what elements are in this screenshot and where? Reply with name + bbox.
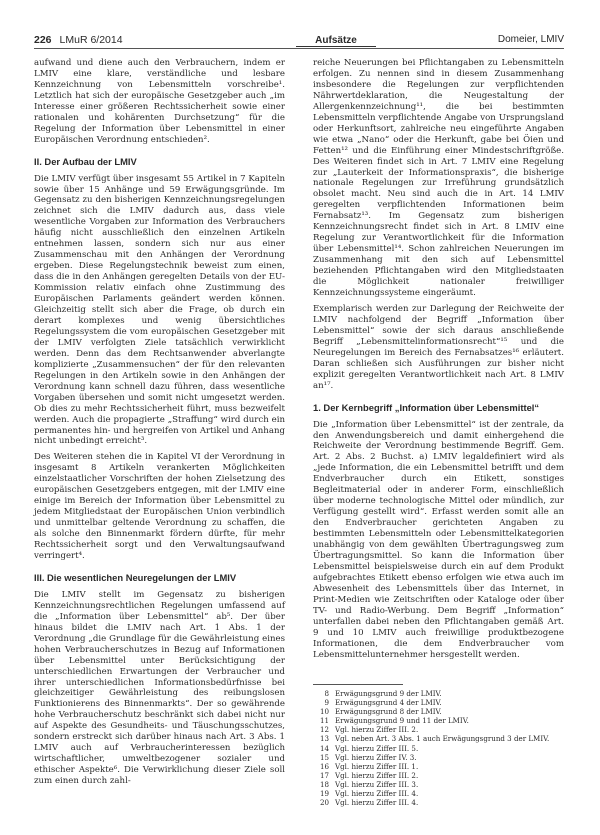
footnote-text: Vgl. hierzu Ziffer III. 2. [335,725,419,735]
journal-issue: LMuR 6/2014 [59,34,123,46]
left-column [34,58,285,787]
footnote-number: 9 [324,698,329,708]
footnote-number: 8 [324,689,329,698]
footnote-text: Vgl. hierzu Ziffer III. 4. [335,789,419,799]
paragraph: Des Weiteren stehen die in Kapitel VI der Verordnung in insgesamt 8 Artikeln verankerten Möglichkeiten einzelstaatlicher Vorschriften der hohen Zielsetzung des europäischen Gesetzgebers entgegen, mit der LMIV eine einige im Bereich der Information über Lebensmittel zu jedem Mitgliedstaat der Europäischen Union verbindlich und unmittelbar geltende Verordnung zu schaffen, die als solche den Binnenmarkt fördern dürfte, für mehr Rechtssicherheit sorgt und den Verwaltungsaufwand verringert⁴. [34,452,285,561]
footnote-rule [313,684,403,685]
footnote [313,789,564,798]
footnote-number: 18 [319,779,329,789]
author-running-head: Domeier, LMIV [497,34,564,45]
footnote-text: Vgl. hierzu Ziffer III. 1. [335,761,419,771]
section-label: Aufsätze [296,35,376,47]
paragraph: Die „Information über Lebensmittel“ ist der zentrale, da den Anwendungsbereich und damit einhergehend die Reichweite der Verordnung bestimmende Begriff. Gem. Art. 2 Abs. 2 Buchst. a) LMIV legaldefiniert wird als „jede Information, die ein Lebensmittel betrifft und dem Endverbraucher durch ein Etikett, sonstiges Begleitmaterial oder in anderer Form, einschließlich über moderne technologische Mittel oder mündlich, zur Verfügung gestellt wird“. Erfasst werden somit alle an den Endverbraucher gerichteten Angaben zu bestimmten Lebensmitteln oder Lebensmittelkategorien unabhängig von dem gewählten Übertragungsweg zum Übertragungsmittel. So kann die Information über Lebensmittel beispielsweise durch ein auf dem Produkt aufgebrachtes Etikett ebenso erfolgen wie etwa auch im Abwesenheit des Lebensmittels über das Internet, in Print-Medien wie Zeitschriften oder Kataloge oder über TV- und Radio-Werbung. Dem Begriff „Information“ unterfallen dabei neben den Pflichtangaben gemäß Art. 9 und 10 LMIV auch freiwillige produktbezogene Informationen, die dem Endverbraucher vom Lebensmittelunternehmer hersgestellt werden. [313,419,564,660]
footnote-number: 20 [319,798,329,808]
footnote [313,798,564,807]
footnote-text: Vgl. hierzu Ziffer III. 4. [335,798,419,808]
header-rule [34,48,564,49]
footnote [313,762,564,771]
footnote-number: 15 [319,752,329,762]
section-heading: II. Der Aufbau der LMIV [34,155,137,167]
footnote [313,698,564,707]
footnote-text: Vgl. hierzu Ziffer IV. 3. [335,752,417,762]
footnotes [313,689,564,807]
footnote [313,716,564,725]
section-heading: III. Die wesentlichen Neuregelungen der LMIV [34,571,237,583]
footnote-text: Erwägungsgrund 8 der LMIV. [335,707,442,717]
footnote [313,707,564,716]
footnote-number: 11 [319,716,329,726]
footnote-number: 17 [319,770,329,780]
paragraph: aufwand und diene auch den Verbrauchern, indem er LMIV eine klare, verständliche und lesbare Kennzeichnung von Lebensmitteln vorschreibe¹. Letztlich hat sich der europäische Gesetzgeber auch „im Interesse einer größeren Rechtssicherheit sowie einer rationalen und kohärenten Durchsetzung“ für die Regelung der Information über Lebensmittel in einer Europäischen Verordnung entschieden². [34,58,285,145]
paragraph: Die LMIV stellt im Gegensatz zu bisherigen Kennzeichnungsrechtlichen Regelungen umfassend auf die „Information über Lebensmittel“ ab⁵. Der über hinaus bildet die LMIV nach Art. 1 Abs. 1 der Verordnung „die Grundlage für die Gewährleistung eines hohen Verbraucherschutzes in Bezug auf Informationen über Lebensmittel unter Berücksichtigung der unterschiedlichen Erwartungen der Verbraucher und ihrer unterschiedlichen Informationsbedürfnisse bei gleichzeitiger Gewährleistung des reibungslosen Funktionierens des Binnenmarkts“. Der so gewährende hohe Verbraucherschutz beschränkt sich dabei nicht nur auf Aspekte des Gesundheits- und Täuschungsschutzes, sondern erstreckt sich darüber hinaus nach Art. 3 Abs. 1 LMIV auch auf Verbraucherinteressen bezüglich wirtschaftlicher, umweltbezogener sozialer und ethischer Aspekte⁶. Die Verwirklichung dieser Ziele soll zum einen durch zahl- [34,589,285,787]
footnote [313,689,564,698]
footnote [313,780,564,789]
footnote-number: 19 [319,789,329,799]
footnote-number: 10 [319,707,329,717]
section-heading: 1. Der Kernbegriff „Information über Lebensmittel“ [313,401,540,413]
footnote-number: 16 [319,761,329,771]
right-column [313,58,564,661]
footnote [313,744,564,753]
footnote-number: 14 [319,743,329,753]
footnote [313,771,564,780]
page-number: 226 [34,34,52,46]
footnote [313,725,564,734]
footnote-text: Erwägungsgrund 9 der LMIV. [335,689,442,698]
paragraph: Exemplarisch werden zur Darlegung der Reichweite der LMIV nachfolgend der Begriff „Information über Lebensmittel“ sowie der sich daraus anschließende Begriff „Lebensmittelinformationsrecht“¹⁵ und die Neuregelungen im Bereich des Fernabsatzes¹⁶ erläutert. Daran schließen sich Ausführungen zur bisher nicht explizit geregelten Verantwortlichkeit nach Art. 8 LMIV an¹⁷. [313,303,564,391]
footnote-text: Vgl. neben Art. 3 Abs. 1 auch Erwägungsgrund 3 der LMIV. [335,734,550,744]
footnote-text: Erwägungsgrund 4 der LMIV. [335,698,442,708]
footnote-text: Vgl. hierzu Ziffer III. 5. [335,743,419,753]
paragraph: reiche Neuerungen bei Pflichtangaben zu Lebensmitteln erfolgen. Zu nennen sind in diesem Zusammenhang insbesondere die Regelungen zur verpflichtenden Nährwertdeklaration, die Neugestaltung der Allergenkennzeichnung¹¹, die bei bestimmten Lebensmitteln verpflichtende Angabe von Ursprungsland oder Herkunftsort, zahlreiche neu eingeführte Angaben wie etwa „Nano“ oder die Herkunft, gabe bei Öien und Fetten¹² und die Einführung einer Mindestschriftgröße. Des Weiteren findet sich in Art. 7 LMIV eine Regelung zur „Lauterkeit der Informationspraxis“, die bisherige nationale Regelungen zur Irreführung grundsätzlich obsolet macht. Neu sind auch die in Art. 14 LMIV geregelten verpflichtenden Informationen beim Fernabsatz¹³. Im Gegensatz zum bisherigen Kennzeichnungsrecht findet sich in Art. 8 LMIV eine Regelung zur Verantwortlichkeit für die Information über Lebensmittel¹⁴. Schon zahlreichen Neuerungen im Zusammenhang mit den sich auf Lebensmittel beziehenden Pflichtangaben wird den Mitgliedstaaten die Möglichkeit nationaler freiwilliger Kennzeichnungssysteme eingeräumt. [313,58,564,299]
footnote-number: 12 [319,725,329,735]
footnote [313,753,564,762]
footnote-text: Erwägungsgrund 9 und 11 der LMIV. [335,716,469,726]
footnote-text: Vgl. hierzu Ziffer III. 2. [335,770,419,780]
paragraph: Die LMIV verfügt über insgesamt 55 Artikel in 7 Kapiteln sowie über 15 Anhänge und 59 Erwägungsgründe. Im Gegensatz zu den bisherigen Kennzeichnungsregelungen zeichnet sich die LMIV dadurch aus, dass viele wesentliche Vorgaben zur Information des Verbrauchers häufig nicht ausschließlich den einzelnen Artikeln entnehmen lassen, sondern sich nur aus einer Zusammenschau mit den Anhängen der Verordnung ergeben. Diese Regelungstechnik beweist zum einen, dass die in den Anhängen geregelten Details von der EU-Kommission relativ einfach ohne Zustimmung des Europäischen Parlaments geändert werden können. Gleichzeitig stellt sich aber die Frage, ob durch ein derart komplexes und wenig übersichtliches Regelungssystem die vom europäischen Gesetzgeber mit der LMIV verfolgten Ziele tatsächlich verwirklicht werden. Denn das dem Rechtsanwender abverlangte komplizierte „Zusammensuchen“ der für den relevanten Regelungen in den Artikeln sowie in den Anhängen der Verordnung kann schnell dazu führen, dass wesentliche Vorgaben übersehen und somit nicht umgesetzt werden. Ob dies zu mehr Rechtssicherheit führt, muss bezweifelt werden. Auch die propagierte „Straffung“ wird durch ein permanentes hin- und hergreifen von Artikel und Anhang nicht unbedingt erreicht³. [34,173,285,447]
footnote-number: 13 [319,734,329,744]
footnote-text: Vgl. hierzu Ziffer III. 3. [335,779,419,789]
footnote [313,734,564,743]
